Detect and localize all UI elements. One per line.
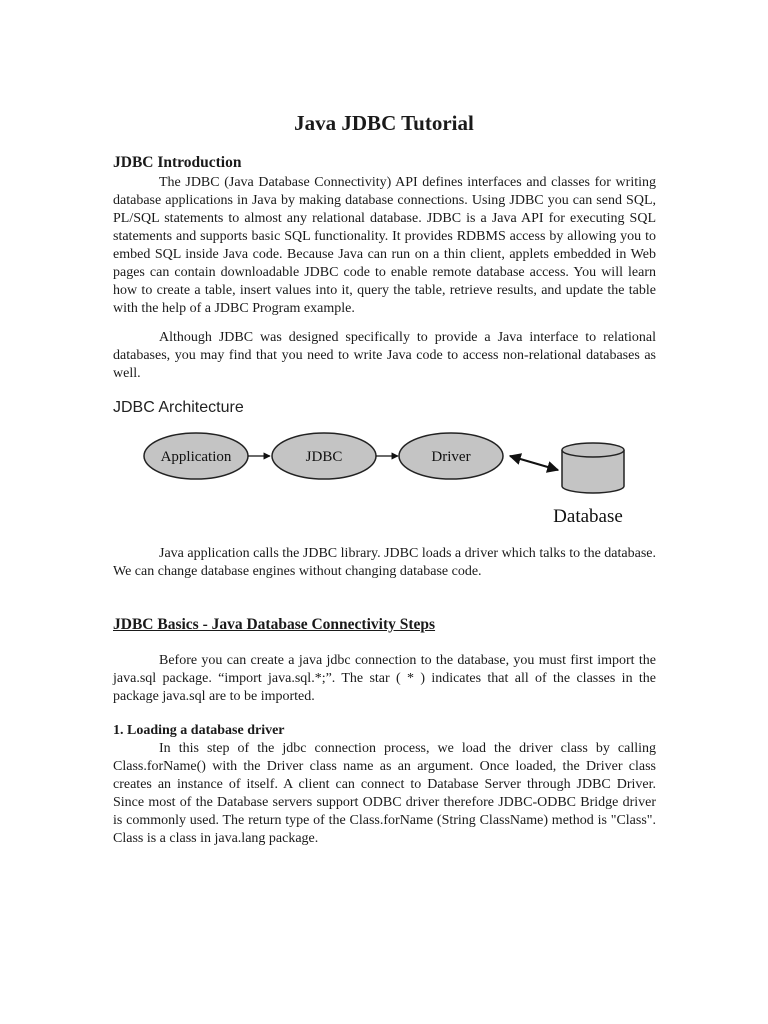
architecture-label: JDBC Architecture bbox=[113, 399, 244, 416]
intro-heading: JDBC Introduction bbox=[113, 154, 242, 171]
intro-paragraph-2: Although JDBC was designed specifically to provide a Java interface to relational databases, you may find that you need to write Java code to access non-relational databases as well. bbox=[113, 330, 656, 381]
driver-node-label: Driver bbox=[431, 449, 471, 465]
basics-paragraph: Before you can create a java jdbc connection to the database, you must first import the java.sql package. “import java.sql.*;”. The star ( * ) indicates that all of the classes in the package java.sql are to be imported. bbox=[113, 653, 656, 704]
arrow-driver-to-database bbox=[510, 456, 558, 470]
step1-heading: 1. Loading a database driver bbox=[113, 723, 285, 738]
application-node-label: Application bbox=[160, 449, 232, 465]
basics-heading: JDBC Basics - Java Database Connectivity Steps bbox=[113, 616, 436, 633]
jdbc-node bbox=[272, 433, 376, 479]
step1-paragraph: In this step of the jdbc connection process, we load the driver class by calling Class.forName() with the Driver class name as an argument. Once loaded, the Driver class creates an instance of itself. A client can connect to Database Server through JDBC Driver. Since most of the Database servers support ODBC driver therefore JDBC-ODBC Bridge driver is commonly used. The return type of the Class.forName (String ClassName) method is "Class". Class is a class in java.lang package. bbox=[113, 741, 656, 846]
intro-paragraph-1: The JDBC (Java Database Connectivity) API defines interfaces and classes for writing database applications in Java by making database connections. Using JDBC you can send SQL, PL/SQL statements to almost any relational database. JDBC is a Java API for executing SQL statements and supports basic SQL functionality. It provides RDBMS access by allowing you to embed SQL inside Java code. Because Java can run on a thin client, applets embedded in Web pages can contain downloadable JDBC code to enable remote database access. You will learn how to create a table, insert values into it, query the table, retrieve results, and update the table with the help of a JDBC Program example. bbox=[113, 175, 656, 316]
page-title: Java JDBC Tutorial bbox=[294, 111, 474, 135]
architecture-caption: Java application calls the JDBC library. JDBC loads a driver which talks to the database. We can change database engines without changing database code. bbox=[113, 546, 656, 579]
database-cylinder-icon bbox=[562, 443, 624, 493]
jdbc-node-label: JDBC bbox=[305, 449, 343, 465]
database-label: Database bbox=[553, 506, 623, 527]
application-node bbox=[144, 433, 248, 479]
driver-node bbox=[399, 433, 503, 479]
